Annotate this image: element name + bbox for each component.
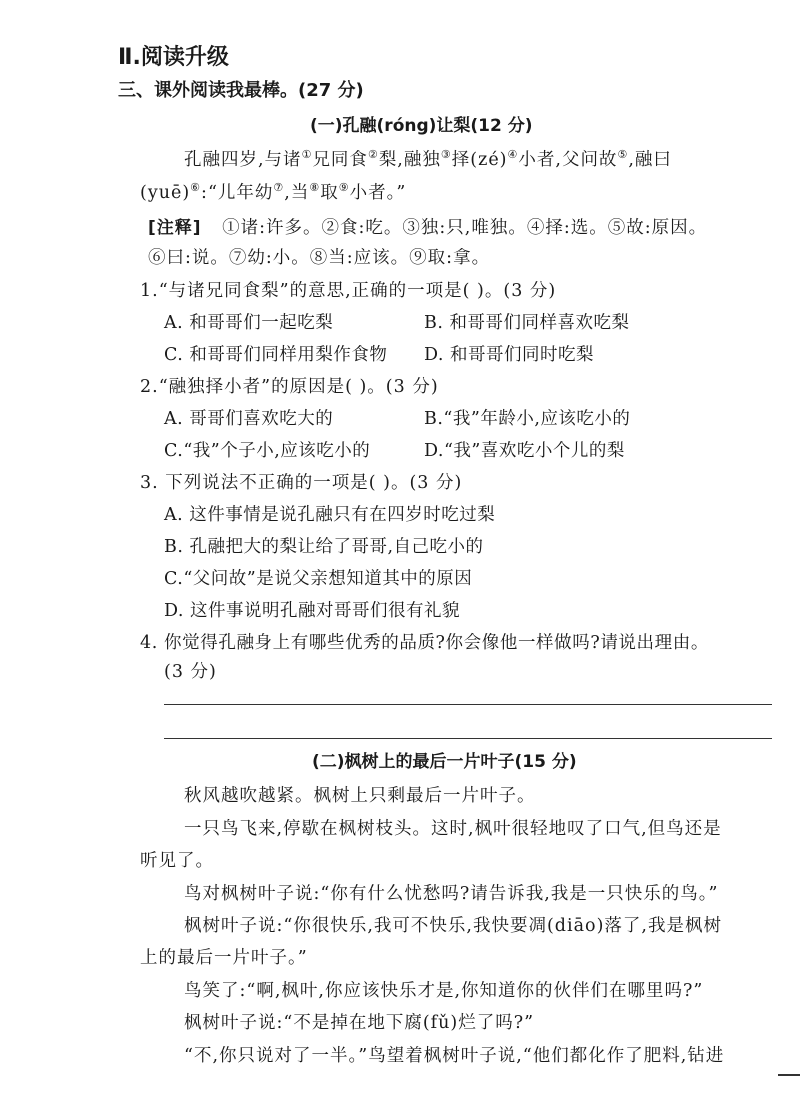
section-title: Ⅱ.阅读升级 <box>118 45 229 70</box>
passage1-text-segment: 梨,融独 <box>378 150 441 170</box>
footnote-marker: ④ <box>507 148 519 162</box>
question-2-option-c[interactable]: C.“我”个子小,应该吃小的 <box>164 441 371 461</box>
passage1-line-2 <box>140 179 406 204</box>
passage2-line-7: 鸟笑了:“啊,枫叶,你应该快乐才是,你知道你的伙伴们在哪里吗?” <box>184 981 704 1001</box>
notes-line-2: ⑥曰:说。⑦幼:小。⑧当:应该。⑨取:拿。 <box>148 248 491 268</box>
answer-line-2[interactable] <box>164 738 772 739</box>
question-1-option-c[interactable]: C. 和哥哥们同样用梨作食物 <box>164 345 388 365</box>
question-4-stem: 4. 你觉得孔融身上有哪些优秀的品质?你会像他一样做吗?请说出理由。 <box>140 633 709 653</box>
footnote-marker: ⑧ <box>309 181 321 195</box>
notes-line-1 <box>148 213 707 239</box>
question-3-stem: 3. 下列说法不正确的一项是( )。(3 分) <box>140 473 463 493</box>
question-1-option-d[interactable]: D. 和哥哥们同时吃梨 <box>424 345 595 365</box>
page-edge-mark <box>778 1074 800 1076</box>
section-subtitle: 三、课外阅读我最棒。(27 分) <box>118 80 364 101</box>
passage1-text-segment: ,当 <box>284 183 310 203</box>
passage1-line-1 <box>184 146 672 171</box>
passage1-text-segment: 取 <box>320 183 339 203</box>
question-2-option-d[interactable]: D.“我”喜欢吃小个儿的梨 <box>424 441 625 461</box>
footnote-marker: ⑦ <box>273 181 285 195</box>
passage1-text-segment: :“儿年幼 <box>201 183 274 203</box>
passage2-line-1: 秋风越吹越紧。枫树上只剩最后一片叶子。 <box>184 786 536 806</box>
notes-text-1: ①诸:许多。②食:吃。③独:只,唯独。④择:选。⑤故:原因。 <box>222 218 708 238</box>
notes-label: [注释] <box>148 218 202 238</box>
question-1-stem: 1.“与诸兄同食梨”的意思,正确的一项是( )。(3 分) <box>140 281 557 301</box>
passage1-text-segment: 择(zé) <box>451 150 508 170</box>
passage2-line-8: 枫树叶子说:“不是掉在地下腐(fǔ)烂了吗?” <box>184 1013 535 1033</box>
answer-line-1[interactable] <box>164 704 772 705</box>
footnote-marker: ⑨ <box>338 181 350 195</box>
footnote-marker: ③ <box>440 148 452 162</box>
footnote-marker: ⑥ <box>190 181 202 195</box>
passage1-text-segment: 小者。” <box>349 183 407 203</box>
question-3-option-c[interactable]: C.“父问故”是说父亲想知道其中的原因 <box>164 569 473 589</box>
question-4-score: (3 分) <box>164 662 217 682</box>
question-3-option-b[interactable]: B. 孔融把大的梨让给了哥哥,自己吃小的 <box>164 537 484 557</box>
passage1-text-segment: 小者,父问故 <box>518 150 618 170</box>
footnote-marker: ② <box>367 148 379 162</box>
question-1-option-b[interactable]: B. 和哥哥们同样喜欢吃梨 <box>424 313 630 333</box>
passage1-title: (一)孔融(róng)让梨(12 分) <box>310 116 533 136</box>
question-2-stem: 2.“融独择小者”的原因是( )。(3 分) <box>140 377 439 397</box>
passage2-line-6: 上的最后一片叶子。” <box>140 948 308 968</box>
question-3-option-a[interactable]: A. 这件事情是说孔融只有在四岁时吃过梨 <box>164 505 496 525</box>
question-2-option-b[interactable]: B.“我”年龄小,应该吃小的 <box>424 409 631 429</box>
question-1-option-a[interactable]: A. 和哥哥们一起吃梨 <box>164 313 334 333</box>
passage2-line-9: “不,你只说对了一半。”鸟望着枫树叶子说,“他们都化作了肥料,钻进 <box>184 1046 725 1066</box>
passage2-line-4: 鸟对枫树叶子说:“你有什么忧愁吗?请告诉我,我是一只快乐的鸟。” <box>184 884 719 904</box>
passage2-line-2: 一只鸟飞来,停歇在枫树枝头。这时,枫叶很轻地叹了口气,但鸟还是 <box>184 819 722 839</box>
passage1-text-segment: 兄同食 <box>312 150 368 170</box>
passage1-text-segment: (yuē) <box>140 183 191 203</box>
passage1-text-segment: ,融曰 <box>628 150 672 170</box>
passage2-title: (二)枫树上的最后一片叶子(15 分) <box>312 752 577 772</box>
footnote-marker: ⑤ <box>617 148 629 162</box>
passage2-line-3: 听见了。 <box>140 851 214 871</box>
passage1-text-segment: 孔融四岁,与诸 <box>184 150 302 170</box>
question-2-option-a[interactable]: A. 哥哥们喜欢吃大的 <box>164 409 334 429</box>
question-3-option-d[interactable]: D. 这件事说明孔融对哥哥们很有礼貌 <box>164 601 461 621</box>
footnote-marker: ① <box>301 148 313 162</box>
passage2-line-5: 枫树叶子说:“你很快乐,我可不快乐,我快要凋(diāo)落了,我是枫树 <box>184 916 722 936</box>
